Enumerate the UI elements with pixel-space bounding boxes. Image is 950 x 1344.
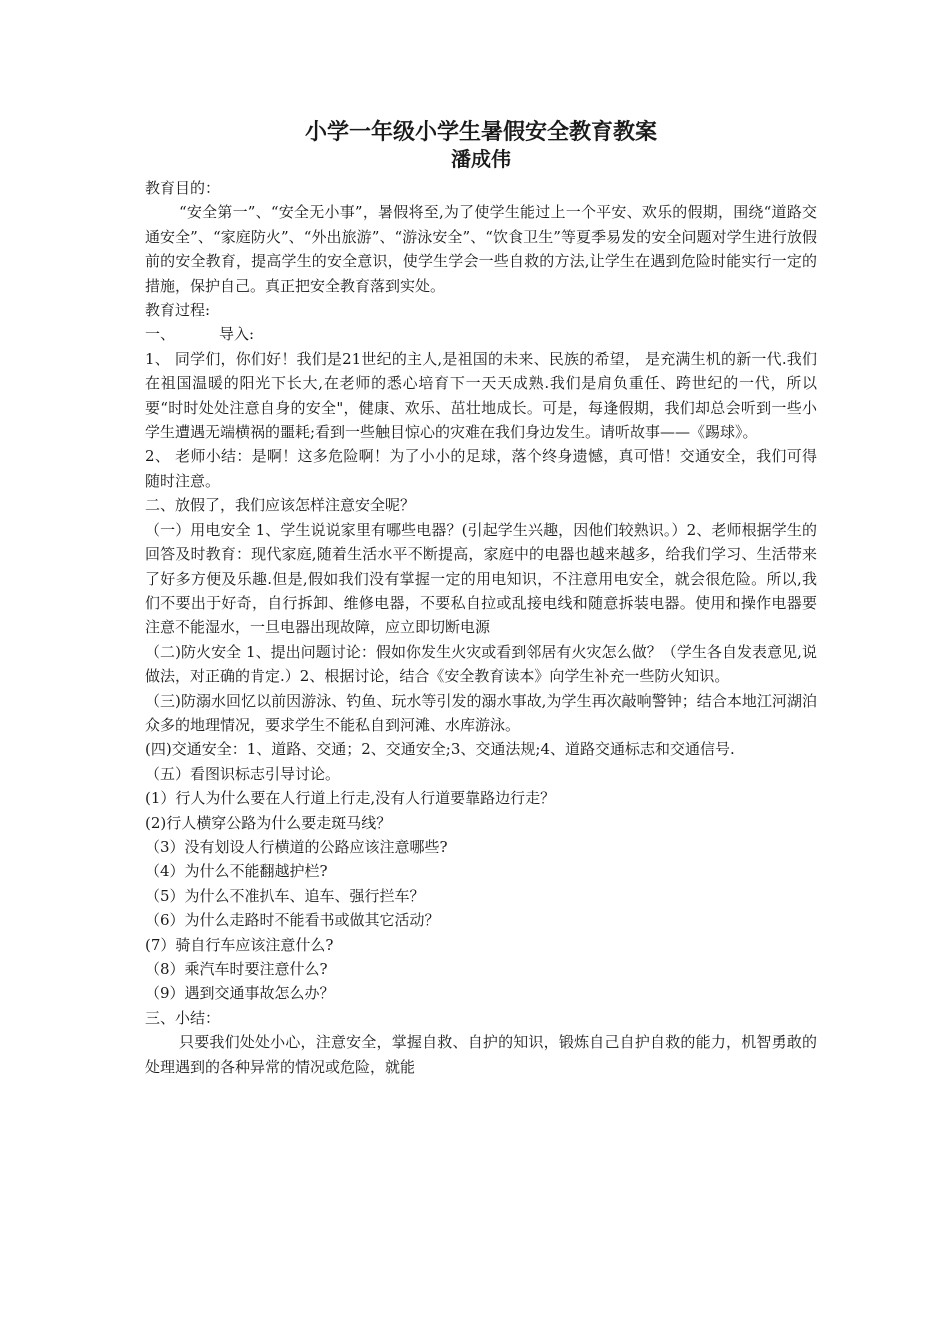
traffic-safety-paragraph: (四)交通安全：1、道路、交通；2、交通安全;3、交通法规;4、道路交通标志和交通信号. [145,740,735,759]
section-number-one: 一、 [145,325,176,344]
purpose-paragraph: “安全第一”、“安全无小事”，暑假将至,为了使学生能过上一个平安、欢乐的假期，围绕“道路交通安全”、“家庭防火”、“外出旅游”、“游泳安全”、“饮食卫生”等夏季易发的安全问题对学生进行放假前的安全教育，提高学生的安全意识，使学生学会一些自救的方法,让学生在遇到危险时能实行一定的措施，保护自己。真正把安全教育落到实处。 [145,203,817,295]
electric-safety-paragraph: （一）用电安全 1、学生说说家里有哪些电器？(引起学生兴趣，因他们较熟识。）2、老师根据学生的回答及时教育：现代家庭,随着生活水平不断提高，家庭中的电器也越来越多，给我们学习、生活带来了好多方便及乐趣.但是,假如我们没有掌握一定的用电知识，不注意用电安全，就会很危险。所以,我们不要出于好奇，自行拆卸、维修电器，不要私自拉或乱接电线和随意拆装电器。使用和操作电器要注意不能湿水，一旦电器出现故障，应立即切断电源 [145,520,817,637]
section-heading-safety: 二、放假了，我们应该怎样注意安全呢？ [145,496,416,515]
document-title: 小学一年级小学生暑假安全教育教案 [304,119,657,145]
sign-discussion-heading: （五）看图识标志引导讨论。 [145,764,341,783]
question-item: (2)行人横穿公路为什么要走斑马线？ [145,813,392,832]
question-item: （9）遇到交通事故怎么办？ [145,984,335,1003]
section-heading-intro [145,322,817,346]
intro-paragraph-2: 2、 老师小结：是啊！这多危险啊！为了小小的足球，落个终身遗憾，真可惜！交通安全，我们可得随时注意。 [145,447,817,490]
question-item: （8）乘汽车时要注意什么? [145,960,328,978]
section-title-intro: 导入: [219,325,255,344]
question-item: (1）行人为什么要在人行道上行走,没有人行道要靠路边行走？ [145,789,556,808]
question-item: （5）为什么不准扒车、追车、强行拦车？ [145,886,425,905]
question-item: (7）骑自行车应该注意什么? [145,935,334,954]
document-author: 潘成伟 [451,147,511,171]
question-item: （3）没有划设人行横道的公路应该注意哪些? [145,837,448,856]
question-item: （6）为什么走路时不能看书或做其它活动？ [145,911,440,930]
section-label-process: 教育过程: [145,301,211,320]
document-page [145,118,817,1079]
fire-safety-paragraph: （二)防火安全 1、提出问题讨论：假如你发生火灾或看到邻居有火灾怎么做？（学生各自发表意见,说做法，对正确的肯定.）2、根据讨论，结合《安全教育读本》向学生补充一些防火知识。 [145,642,817,686]
section-heading-summary: 三、小结： [145,1008,221,1027]
intro-paragraph-1: 1、 同学们，你们好！我们是21世纪的主人,是祖国的未来、民族的希望， 是充满生机的新一代.我们在祖国温暖的阳光下长大,在老师的悉心培育下一天天成熟.我们是肩负重任、跨世纪的一代，所以要“时时处处注意自身的安全"，健康、欢乐、茁壮地成长。可是，每逢假期，我们却总会听到一些小学生遭遇无端横祸的噩耗;看到一些触目惊心的灾难在我们身边发生。请听故事——《踢球》。 [145,349,817,442]
drowning-safety-paragraph: （三)防溺水回忆以前因游泳、钓鱼、玩水等引发的溺水事故,为学生再次敲响警钟；结合本地江河湖泊众多的地理情况，要求学生不能私自到河滩、水库游泳。 [145,691,817,734]
summary-paragraph: 只要我们处处小心，注意安全，掌握自救、自护的知识，锻炼自己自护自救的能力，机智勇敢的处理遇到的各种异常的情况或危险，就能 [145,1033,817,1076]
section-label-purpose: 教育目的： [145,179,221,197]
question-item: （4）为什么不能翻越护栏? [145,862,328,881]
